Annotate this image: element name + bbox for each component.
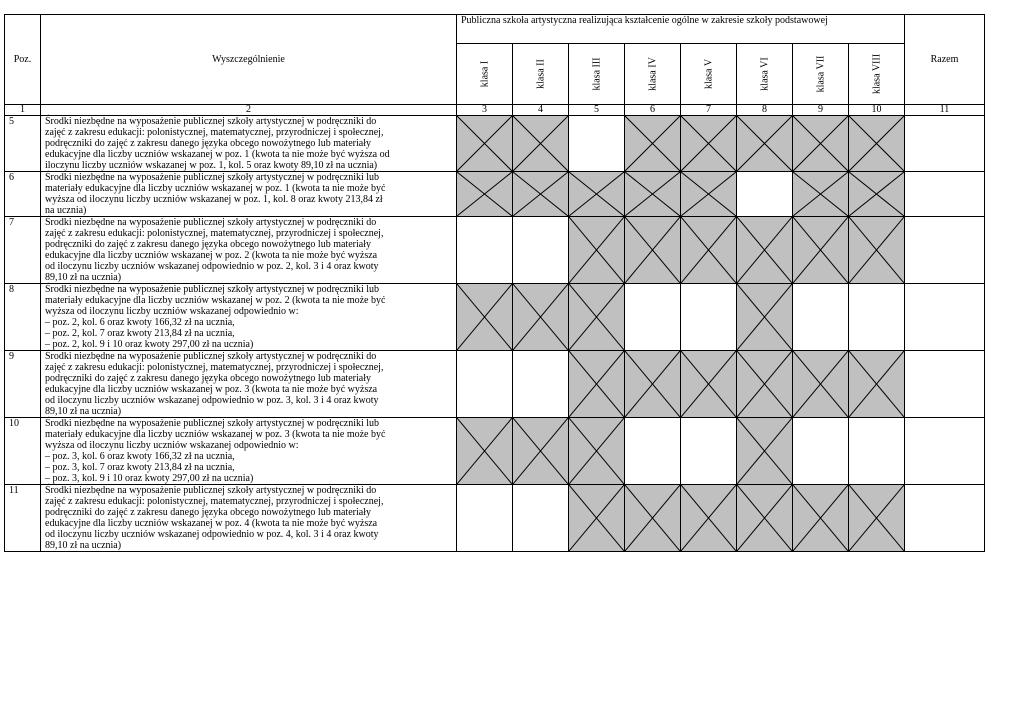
cross-mark-icon <box>849 116 904 171</box>
description-line: zajęć z zakresu edukacji: polonistycznej, matematycznej, przyrodniczej i społecznej, <box>45 228 384 239</box>
description-line: materiały edukacyjne dla liczby uczniów wskazanej w poz. 2 (kwota ta nie może być <box>45 295 386 306</box>
cross-mark-icon <box>793 217 848 283</box>
cross-mark-icon <box>793 351 848 417</box>
cross-mark-icon <box>793 485 848 551</box>
crossed-cell <box>681 116 737 172</box>
cross-mark-icon <box>457 172 512 216</box>
table-row <box>5 284 985 351</box>
crossed-cell <box>849 172 905 217</box>
header-class-2 <box>513 44 569 105</box>
column-number: 4 <box>513 105 569 116</box>
header-class-label: klasa VIII <box>871 53 882 95</box>
description-line: – poz. 2, kol. 9 i 10 oraz kwoty 297,00 zł na ucznia) <box>45 339 254 350</box>
cross-mark-icon <box>737 418 792 484</box>
crossed-cell <box>569 485 625 552</box>
header-wyszczegolnienie: Wyszczególnienie <box>41 15 457 105</box>
crossed-cell <box>625 217 681 284</box>
cross-mark-icon <box>569 217 624 283</box>
column-number-row <box>5 105 985 116</box>
crossed-cell <box>625 172 681 217</box>
cross-mark-icon <box>849 351 904 417</box>
entry-cell <box>569 116 625 172</box>
header-class-6 <box>737 44 793 105</box>
column-number: 7 <box>681 105 737 116</box>
cross-mark-icon <box>793 116 848 171</box>
entry-cell <box>849 418 905 485</box>
cross-mark-icon <box>513 284 568 350</box>
row-position: 9 <box>5 351 41 418</box>
description-line: 89,10 zł na ucznia) <box>45 406 122 417</box>
header-class-label: klasa IV <box>647 57 658 91</box>
description-line: 89,10 zł na ucznia) <box>45 540 122 551</box>
crossed-cell <box>681 172 737 217</box>
razem-cell <box>905 351 985 418</box>
description-line: edukacyjne dla liczby uczniów wskazanej w poz. 1 (kwota ta nie może być wyższa od <box>45 149 390 160</box>
crossed-cell <box>457 172 513 217</box>
description-line: – poz. 3, kol. 7 oraz kwoty 213,84 zł na ucznia, <box>45 462 235 473</box>
row-description <box>41 284 457 351</box>
cross-mark-icon <box>513 116 568 171</box>
header-class-label: klasa II <box>535 59 546 89</box>
header-class-5 <box>681 44 737 105</box>
column-number: 9 <box>793 105 849 116</box>
crossed-cell <box>737 485 793 552</box>
header-class-1 <box>457 44 513 105</box>
column-number: 1 <box>5 105 41 116</box>
entry-cell <box>513 485 569 552</box>
row-description <box>41 217 457 284</box>
cross-mark-icon <box>625 172 680 216</box>
description-line: na ucznia) <box>45 205 87 216</box>
description-line: – poz. 3, kol. 9 i 10 oraz kwoty 297,00 zł na ucznia) <box>45 473 254 484</box>
header-razem: Razem <box>905 15 985 105</box>
crossed-cell <box>737 351 793 418</box>
row-position: 6 <box>5 172 41 217</box>
crossed-cell <box>849 351 905 418</box>
crossed-cell <box>849 485 905 552</box>
entry-cell <box>793 284 849 351</box>
crossed-cell <box>681 485 737 552</box>
description-line: 89,10 zł na ucznia) <box>45 272 122 283</box>
description-line: Środki niezbędne na wyposażenie publicznej szkoły artystycznej w podręczniki do <box>45 485 377 496</box>
description-line: wyższa od iloczynu liczby uczniów wskazanej odpowiednio w: <box>45 306 299 317</box>
column-number: 11 <box>905 105 985 116</box>
table-row <box>5 172 985 217</box>
crossed-cell <box>513 284 569 351</box>
description-line: materiały edukacyjne dla liczby uczniów wskazanej w poz. 3 (kwota ta nie może być <box>45 429 386 440</box>
cross-mark-icon <box>625 485 680 551</box>
razem-cell <box>905 116 985 172</box>
description-line: zajęć z zakresu edukacji: polonistycznej, matematycznej, przyrodniczej i społecznej, <box>45 496 384 507</box>
cross-mark-icon <box>569 485 624 551</box>
description-line: Środki niezbędne na wyposażenie publicznej szkoły artystycznej w podręczniki do <box>45 116 377 127</box>
description-line: od iloczynu liczby uczniów wskazanej odpowiednio w poz. 2, kol. 3 i 4 oraz kwoty <box>45 261 379 272</box>
description-line: iloczynu liczby uczniów wskazanej w poz. 1, kol. 5 oraz kwoty 89,10 zł na ucznia) <box>45 160 378 171</box>
header-class-label: klasa III <box>591 57 602 91</box>
column-number: 5 <box>569 105 625 116</box>
description-line: edukacyjne dla liczby uczniów wskazanej w poz. 3 (kwota ta nie może być wyższa <box>45 384 378 395</box>
cross-mark-icon <box>737 284 792 350</box>
row-description <box>41 485 457 552</box>
row-position: 8 <box>5 284 41 351</box>
description-line: Środki niezbędne na wyposażenie publicznej szkoły artystycznej w podręczniki lub <box>45 172 380 183</box>
row-position: 11 <box>5 485 41 552</box>
entry-cell <box>457 217 513 284</box>
cross-mark-icon <box>625 351 680 417</box>
cross-mark-icon <box>569 172 624 216</box>
description-line: Środki niezbędne na wyposażenie publicznej szkoły artystycznej w podręczniki do <box>45 351 377 362</box>
description-line: podręczniki do zajęć z zakresu danego języka obcego nowożytnego lub materiały <box>45 373 371 384</box>
crossed-cell <box>569 351 625 418</box>
crossed-cell <box>569 418 625 485</box>
header-class-label: klasa V <box>703 58 714 90</box>
cross-mark-icon <box>569 351 624 417</box>
row-description <box>41 418 457 485</box>
cross-mark-icon <box>849 217 904 283</box>
crossed-cell <box>513 172 569 217</box>
cross-mark-icon <box>569 284 624 350</box>
description-line: od iloczynu liczby uczniów wskazanej odpowiednio w poz. 3, kol. 3 i 4 oraz kwoty <box>45 395 379 406</box>
row-position: 7 <box>5 217 41 284</box>
header-class-4 <box>625 44 681 105</box>
description-line: podręczniki do zajęć z zakresu danego języka obcego nowożytnego lub materiały <box>45 239 371 250</box>
description-line: – poz. 2, kol. 7 oraz kwoty 213,84 zł na ucznia, <box>45 328 235 339</box>
header-class-8 <box>849 44 905 105</box>
description-line: edukacyjne dla liczby uczniów wskazanej w poz. 4 (kwota ta nie może być wyższa <box>45 518 378 529</box>
entry-cell <box>513 217 569 284</box>
razem-cell <box>905 172 985 217</box>
crossed-cell <box>457 418 513 485</box>
razem-cell <box>905 284 985 351</box>
cross-mark-icon <box>793 172 848 216</box>
row-position: 5 <box>5 116 41 172</box>
crossed-cell <box>569 172 625 217</box>
table-row <box>5 485 985 552</box>
entry-cell <box>737 172 793 217</box>
table-header <box>5 15 985 116</box>
cross-mark-icon <box>681 217 736 283</box>
description-line: zajęć z zakresu edukacji: polonistycznej, matematycznej, przyrodniczej i społecznej, <box>45 362 384 373</box>
table-row <box>5 217 985 284</box>
crossed-cell <box>569 284 625 351</box>
header-class-3 <box>569 44 625 105</box>
razem-cell <box>905 418 985 485</box>
crossed-cell <box>793 351 849 418</box>
row-description <box>41 116 457 172</box>
header-class-label: klasa I <box>479 60 490 88</box>
column-number: 10 <box>849 105 905 116</box>
description-line: Środki niezbędne na wyposażenie publicznej szkoły artystycznej w podręczniki do <box>45 217 377 228</box>
description-line: podręczniki do zajęć z zakresu danego języka obcego nowożytnego lub materiały <box>45 507 371 518</box>
row-description <box>41 172 457 217</box>
cross-mark-icon <box>849 172 904 216</box>
cross-mark-icon <box>681 485 736 551</box>
cross-mark-icon <box>737 485 792 551</box>
crossed-cell <box>513 418 569 485</box>
column-number: 3 <box>457 105 513 116</box>
cross-mark-icon <box>681 351 736 417</box>
crossed-cell <box>737 418 793 485</box>
table-row <box>5 351 985 418</box>
cross-mark-icon <box>513 418 568 484</box>
crossed-cell <box>737 284 793 351</box>
crossed-cell <box>793 485 849 552</box>
allocation-table <box>4 14 985 552</box>
header-class-7 <box>793 44 849 105</box>
cross-mark-icon <box>681 116 736 171</box>
description-line: zajęć z zakresu edukacji: polonistycznej, matematycznej, przyrodniczej i społecznej, <box>45 127 384 138</box>
cross-mark-icon <box>737 217 792 283</box>
cross-mark-icon <box>681 172 736 216</box>
crossed-cell <box>849 217 905 284</box>
description-line: – poz. 3, kol. 6 oraz kwoty 166,32 zł na ucznia, <box>45 451 235 462</box>
crossed-cell <box>793 172 849 217</box>
crossed-cell <box>457 284 513 351</box>
description-line: – poz. 2, kol. 6 oraz kwoty 166,32 zł na ucznia, <box>45 317 235 328</box>
entry-cell <box>513 351 569 418</box>
description-line: edukacyjne dla liczby uczniów wskazanej w poz. 2 (kwota ta nie może być wyższa <box>45 250 378 261</box>
razem-cell <box>905 485 985 552</box>
crossed-cell <box>737 116 793 172</box>
header-class-label: klasa VII <box>815 55 826 93</box>
row-description <box>41 351 457 418</box>
crossed-cell <box>625 116 681 172</box>
crossed-cell <box>681 217 737 284</box>
cross-mark-icon <box>625 116 680 171</box>
header-school-group: Publiczna szkoła artystyczna realizująca kształcenie ogólne w zakresie szkoły podstawowej <box>457 15 905 44</box>
header-poz: Poz. <box>5 15 41 105</box>
header-row-group <box>5 15 985 44</box>
header-class-label: klasa VI <box>759 57 770 91</box>
entry-cell <box>849 284 905 351</box>
cross-mark-icon <box>457 418 512 484</box>
description-line: wyższa od iloczynu liczby uczniów wskazanej odpowiednio w: <box>45 440 299 451</box>
cross-mark-icon <box>737 116 792 171</box>
crossed-cell <box>625 351 681 418</box>
column-number: 8 <box>737 105 793 116</box>
cross-mark-icon <box>737 351 792 417</box>
description-line: wyższa od iloczynu liczby uczniów wskazanej w poz. 1, kol. 8 oraz kwoty 213,84 zł <box>45 194 383 205</box>
description-line: materiały edukacyjne dla liczby uczniów wskazanej w poz. 1 (kwota ta nie może być <box>45 183 386 194</box>
table-body <box>5 116 985 552</box>
cross-mark-icon <box>625 217 680 283</box>
cross-mark-icon <box>513 172 568 216</box>
column-number: 2 <box>41 105 457 116</box>
crossed-cell <box>457 116 513 172</box>
crossed-cell <box>569 217 625 284</box>
crossed-cell <box>793 217 849 284</box>
cross-mark-icon <box>569 418 624 484</box>
description-line: od iloczynu liczby uczniów wskazanej odpowiednio w poz. 4, kol. 3 i 4 oraz kwoty <box>45 529 379 540</box>
row-position: 10 <box>5 418 41 485</box>
column-number: 6 <box>625 105 681 116</box>
crossed-cell <box>625 485 681 552</box>
cross-mark-icon <box>457 284 512 350</box>
description-line: Środki niezbędne na wyposażenie publicznej szkoły artystycznej w podręczniki lub <box>45 284 380 295</box>
description-line: podręczniki do zajęć z zakresu danego języka obcego nowożytnego lub materiały <box>45 138 371 149</box>
table-row <box>5 418 985 485</box>
crossed-cell <box>793 116 849 172</box>
razem-cell <box>905 217 985 284</box>
description-line: Środki niezbędne na wyposażenie publicznej szkoły artystycznej w podręczniki lub <box>45 418 380 429</box>
entry-cell <box>625 418 681 485</box>
crossed-cell <box>681 351 737 418</box>
cross-mark-icon <box>457 116 512 171</box>
crossed-cell <box>849 116 905 172</box>
table-row <box>5 116 985 172</box>
entry-cell <box>625 284 681 351</box>
entry-cell <box>457 485 513 552</box>
crossed-cell <box>513 116 569 172</box>
entry-cell <box>793 418 849 485</box>
entry-cell <box>681 418 737 485</box>
cross-mark-icon <box>849 485 904 551</box>
crossed-cell <box>737 217 793 284</box>
entry-cell <box>681 284 737 351</box>
entry-cell <box>457 351 513 418</box>
